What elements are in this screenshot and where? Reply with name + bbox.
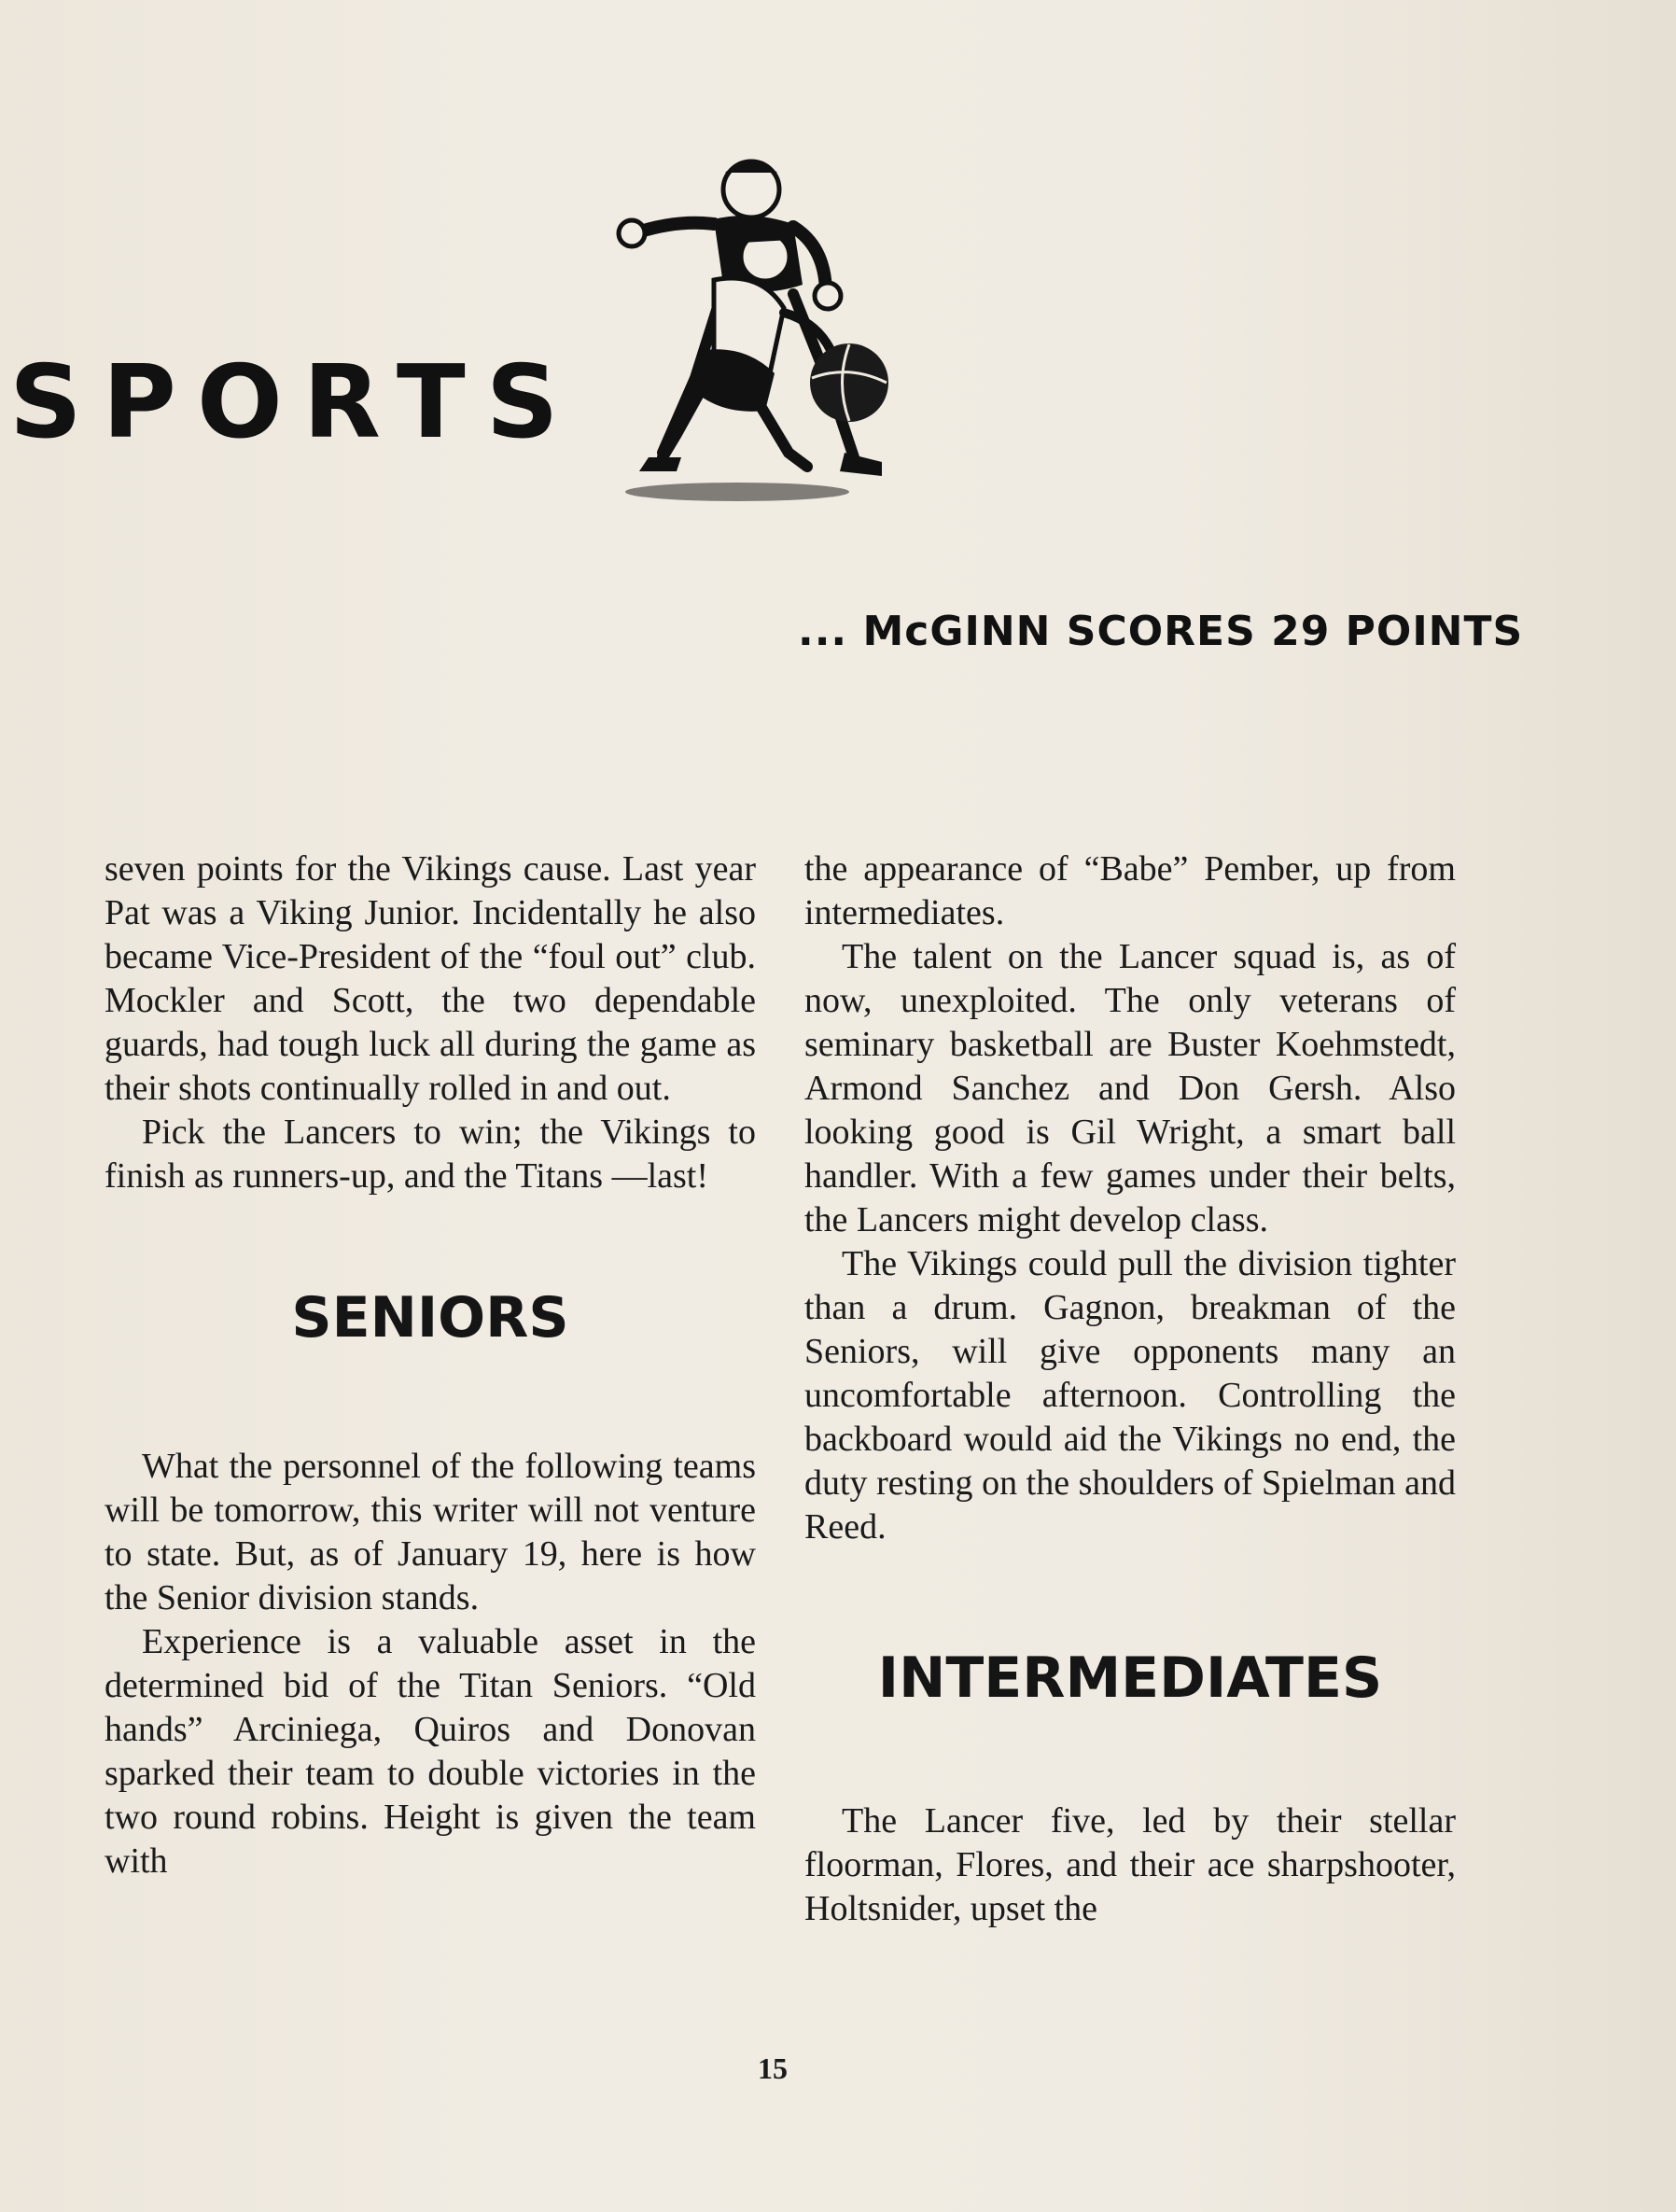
paragraph: Experience is a valuable asset in the determined bid of the Titan Seniors. “Old hands” Arciniega, Quiros and Donovan sparked their team to double victories in the two round robins. Height is given the team with <box>105 1622 756 1881</box>
paragraph: What the personnel of the following teams will be tomorrow, this writer will not venture to state. But, as of January 19, here is how the Senior division stands. <box>105 1447 756 1617</box>
paragraph: seven points for the Vikings cause. Last year Pat was a Viking Junior. Incidentally he also became Vice-President of the “foul out” club. Mockler and Scott, the two dependable guards, had tough luck all during the game as their shots continually rolled in and out. <box>105 849 756 1108</box>
paragraph: The talent on the Lancer squad is, as of now, unexploited. The only veterans of seminary basketball are Buster Koehmstedt, Armond Sanchez and Don Gersh. Also looking good is Gil Wright, a smart ball handler. With a few games under their belts, the Lancers might develop class. <box>804 937 1456 1239</box>
seniors-heading: SENIORS <box>291 1285 569 1351</box>
paragraph: The Vikings could pull the division tighter than a drum. Gagnon, breakman of the Seniors, will give opponents many an uncomfortable afternoon. Controlling the backboard would aid the Vikings no end, the duty resting on the shoulders of Spielman and Reed. <box>804 1244 1456 1547</box>
paragraph: the appearance of “Babe” Pember, up from intermediates. <box>804 849 1456 932</box>
subheadline: ... McGINN SCORES 29 POINTS <box>798 608 1524 655</box>
section-title: SPORTS <box>9 344 580 461</box>
paragraph: Pick the Lancers to win; the Vikings to finish as runners-up, and the Titans —last! <box>105 1113 756 1196</box>
left-column <box>105 847 756 1883</box>
basketball-players-illustration <box>574 145 905 518</box>
paragraph: The Lancer five, led by their stellar floorman, Flores, and their ace sharpshooter, Holtsnider, upset the <box>804 1801 1456 1928</box>
intermediates-heading: INTERMEDIATES <box>877 1645 1383 1711</box>
page-number: 15 <box>758 2051 788 2085</box>
right-column <box>804 847 1456 1931</box>
